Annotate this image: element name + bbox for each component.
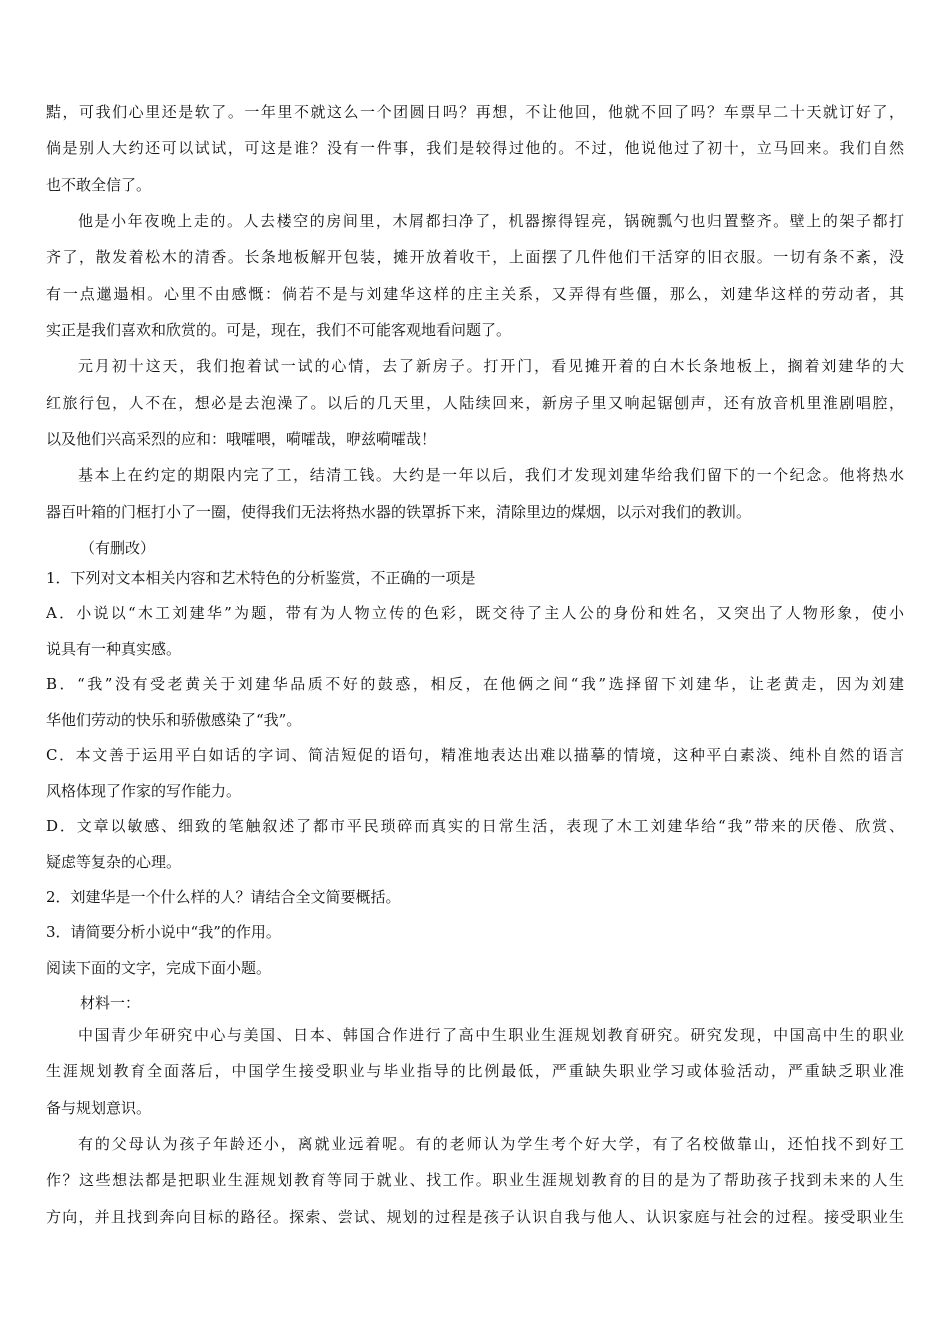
option-d-line-2: 疑虑等复杂的心理。 — [46, 853, 182, 871]
passage-p2-line-3: 有一点邋遢相。心里不由感慨：倘若不是与刘建华这样的庄主关系，又弄得有些僵，那么，刘建华这样的劳动者，其 — [46, 285, 904, 303]
passage-p4-line-1: 基本上在约定的期限内完了工，结清工钱。大约是一年以后，我们才发现刘建华给我们留下的一个纪念。他将热水 — [78, 466, 904, 484]
material-p2-line-3: 方向，并且找到奔向目标的路径。探索、尝试、规划的过程是孩子认识自我与他人、认识家庭与社会的过程。接受职业生 — [46, 1208, 904, 1226]
material-p1-line-1: 中国青少年研究中心与美国、日本、韩国合作进行了高中生职业生涯规划教育研究。研究发现，中国高中生的职业 — [78, 1026, 904, 1044]
material-p2-line-2: 作？这些想法都是把职业生涯规划教育等同于就业、找工作。职业生涯规划教育的目的是为了帮助孩子找到未来的人生 — [46, 1171, 904, 1189]
option-b-line-1: B．“我”没有受老黄关于刘建华品质不好的鼓惑，相反，在他俩之间“我”选择留下刘建华，让老黄走，因为刘建 — [46, 675, 904, 693]
option-a-line-2: 说具有一种真实感。 — [46, 640, 182, 658]
material-one-label: 材料一： — [80, 994, 141, 1012]
option-d-line-1: D．文章以敏感、细致的笔触叙述了都市平民琐碎而真实的日常生活，表现了木工刘建华给“我”带来的厌倦、欣赏、 — [46, 817, 904, 835]
passage-p4-line-2: 器百叶箱的门框打小了一圈，使得我们无法将热水器的铁罩拆下来，清除里边的煤烟，以示对我们的教训。 — [46, 503, 752, 521]
question-2: 2．刘建华是一个什么样的人？请结合全文简要概括。 — [46, 888, 401, 906]
option-b-line-2: 华他们劳动的快乐和骄傲感染了“我”。 — [46, 711, 302, 729]
question-1-stem: 1．下列对文本相关内容和艺术特色的分析鉴赏，不正确的一项是 — [46, 569, 476, 587]
passage-p1-line-2: 倘是别人大约还可以试试，可这是谁？没有一件事，我们是较得过他的。不过，他说他过了初十，立马回来。我们自然 — [46, 139, 904, 157]
material-p1-line-2: 生涯规划教育全面落后，中国学生接受职业与毕业指导的比例最低，严重缺失职业学习或体验活动，严重缺乏职业准 — [46, 1062, 904, 1080]
passage-p1-line-1: 黠，可我们心里还是软了。一年里不就这么一个团圆日吗？再想，不让他回，他就不回了吗？车票早二十天就订好了， — [46, 103, 904, 121]
material-p1-line-3: 备与规划意识。 — [46, 1099, 152, 1117]
passage-p2-line-2: 齐了，散发着松木的清香。长条地板解开包装，摊开放着收干，上面摆了几件他们干活穿的旧衣服。一切有条不紊，没 — [46, 248, 904, 266]
passage-p3-line-2: 红旅行包，人不在，想必是去泡澡了。以后的几天里，人陆续回来，新房子里又响起锯刨声，还有放音机里淮剧唱腔， — [46, 394, 904, 412]
option-c-line-1: C．本文善于运用平白如话的字词、简洁短促的语句，精准地表达出难以描摹的情境，这种平白素淡、纯朴自然的语言 — [46, 746, 904, 764]
option-a-line-1: A．小说以“木工刘建华”为题，带有为人物立传的色彩，既交待了主人公的身份和姓名，又突出了人物形象，使小 — [46, 604, 904, 622]
material-p2-line-1: 有的父母认为孩子年龄还小，离就业远着呢。有的老师认为学生考个好大学，有了名校做靠山，还怕找不到好工 — [78, 1135, 904, 1153]
option-c-line-2: 风格体现了作家的写作能力。 — [46, 782, 242, 800]
passage-p2-line-1: 他是小年夜晚上走的。人去楼空的房间里，木屑都扫净了，机器擦得锃亮，锅碗瓢勺也归置整齐。壁上的架子都打 — [78, 212, 904, 230]
passage-source-note: （有删改） — [80, 539, 156, 557]
passage-p1-line-3: 也不敢全信了。 — [46, 176, 152, 194]
passage-p3-line-1: 元月初十这天，我们抱着试一试的心情，去了新房子。打开门，看见摊开着的白木长条地板上，搁着刘建华的大 — [78, 357, 904, 375]
reading-instruction: 阅读下面的文字，完成下面小题。 — [46, 959, 272, 977]
passage-p2-line-4: 实正是我们喜欢和欣赏的。可是，现在，我们不可能客观地看问题了。 — [46, 321, 512, 339]
question-3: 3．请简要分析小说中“我”的作用。 — [46, 923, 281, 941]
passage-p3-line-3: 以及他们兴高采烈的应和：哦嚯喂，嗬嚯哉，咿兹嗬嚯哉！ — [46, 430, 437, 448]
